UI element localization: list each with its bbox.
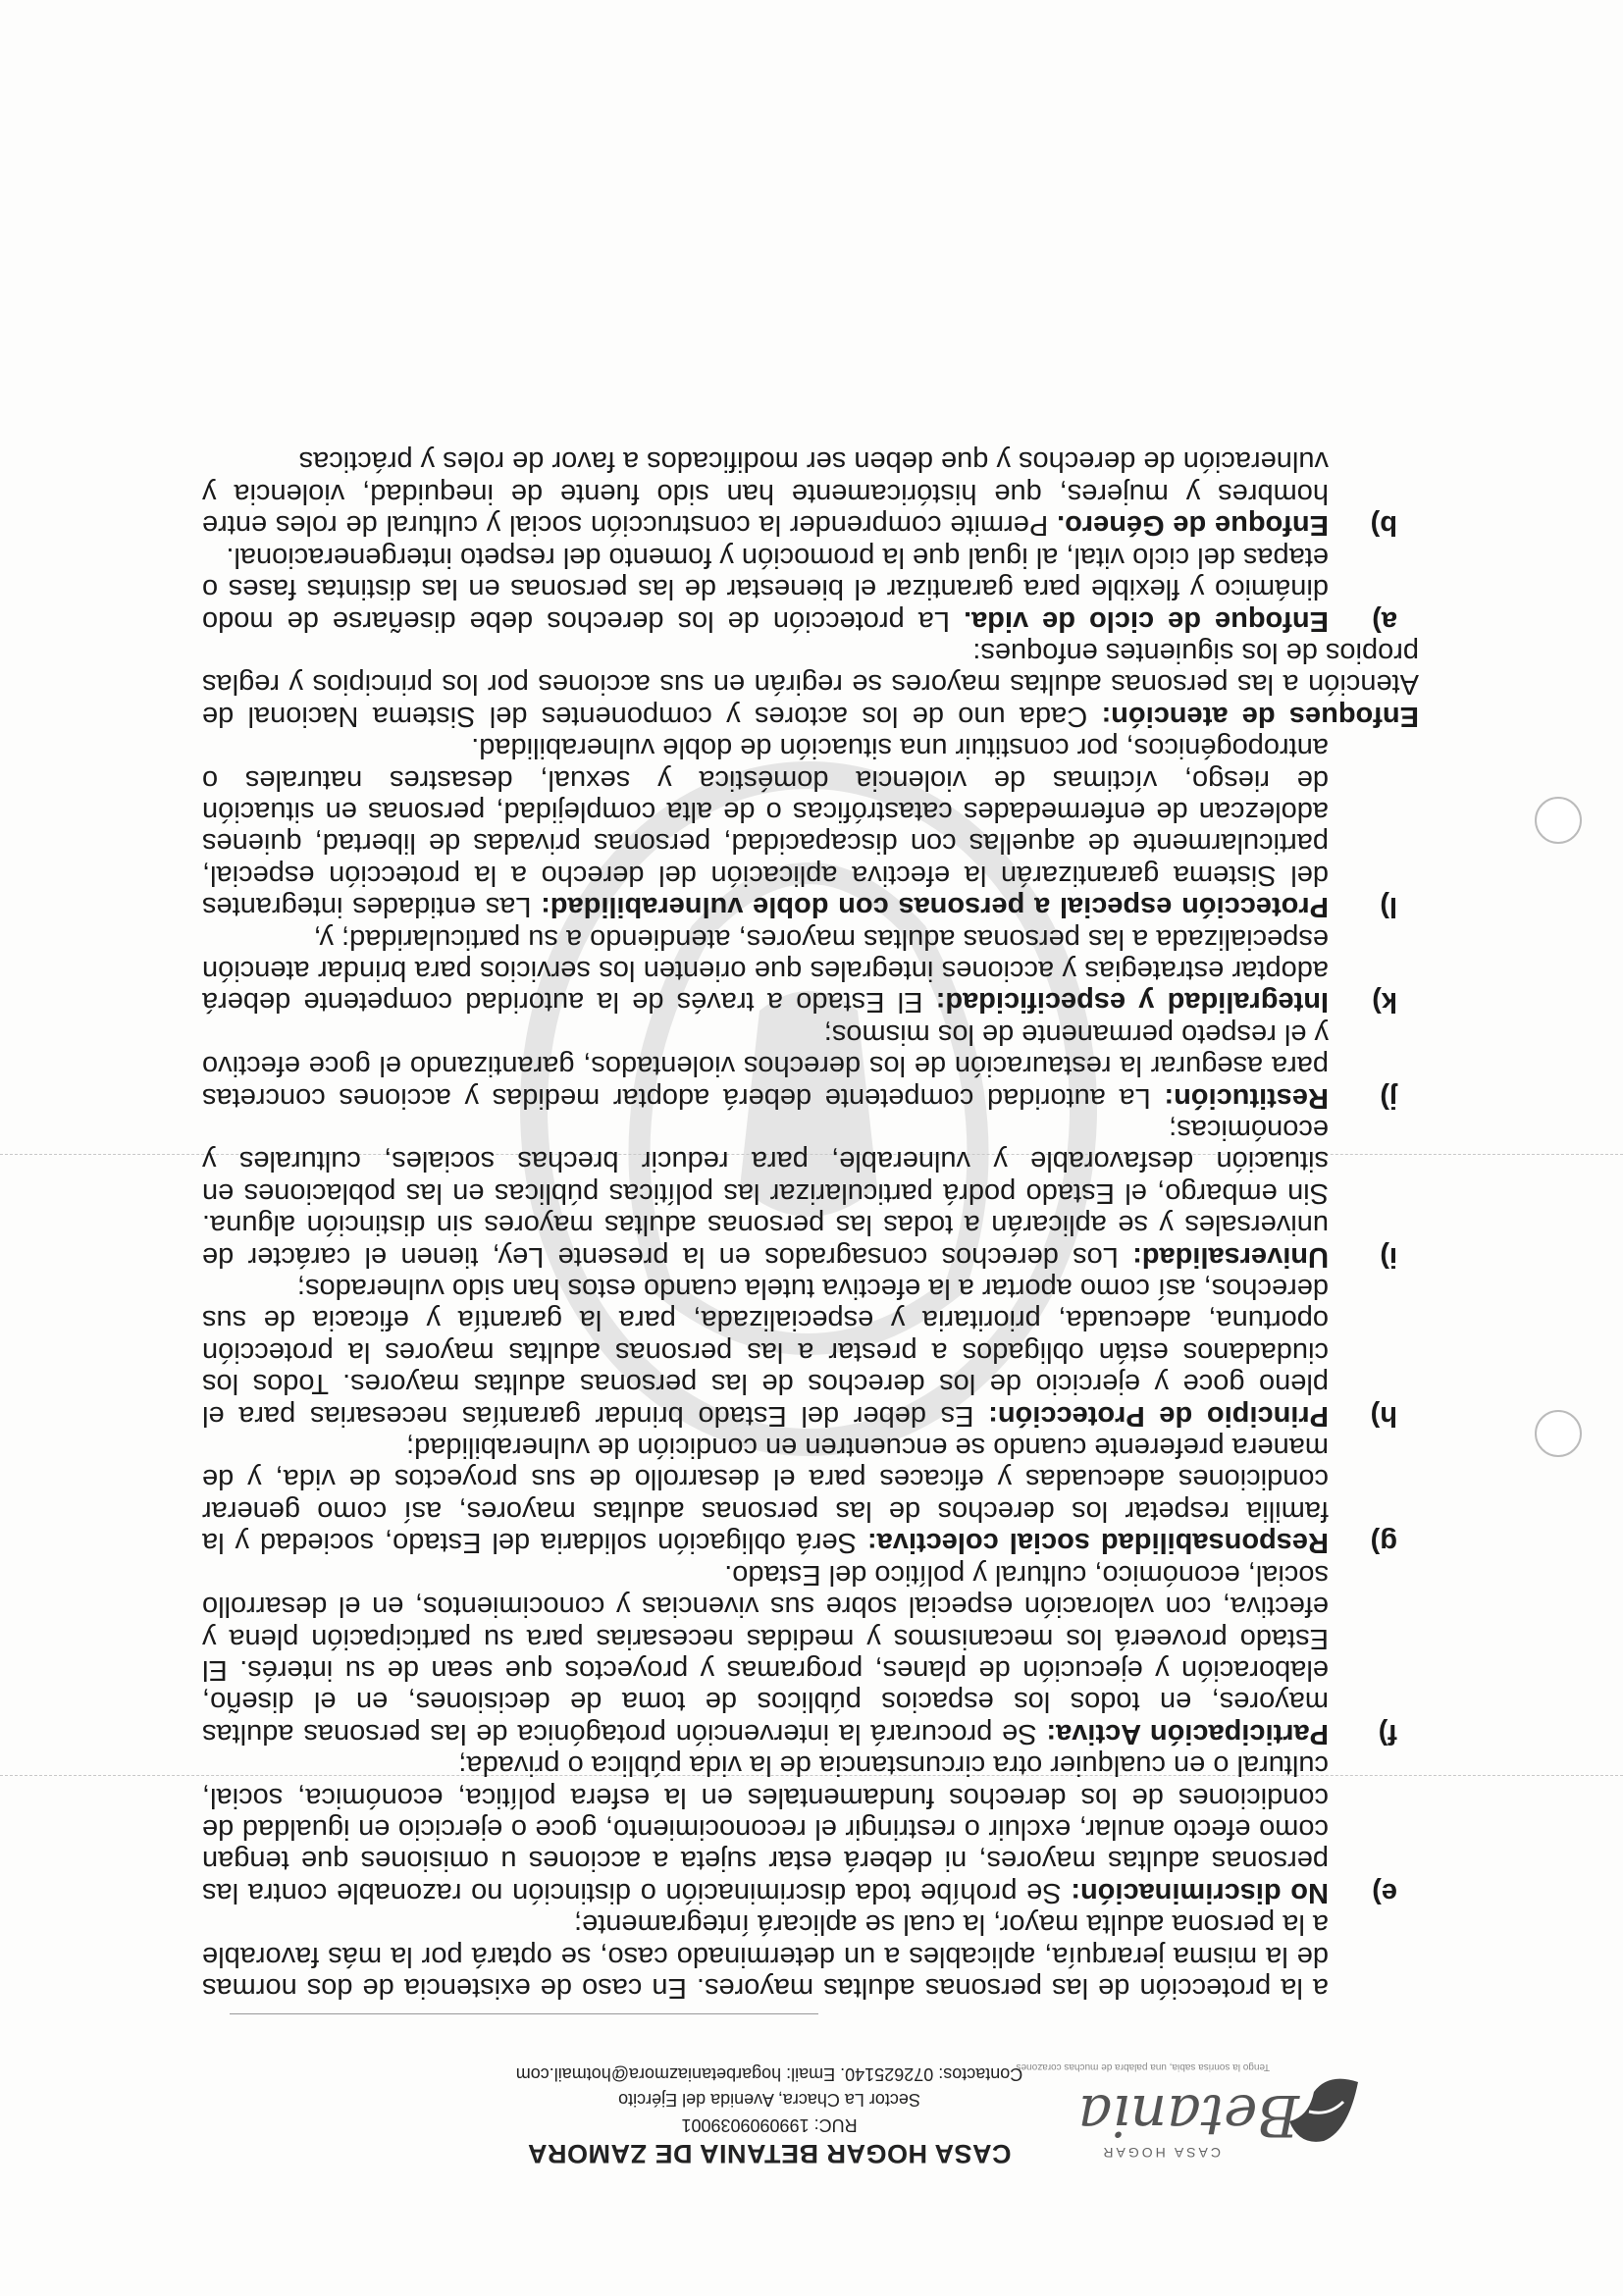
organization-block [455, 2061, 1083, 2176]
enfoques-paragraph [202, 637, 1419, 732]
item-title: No discriminación: [1071, 1876, 1329, 1908]
item-text: La protección de los derechos debe diseñarse de modo dinámico y flexible para garantizar el bienestar de las personas en las distintas fases o etapas del ciclo vital, al igual que la promoción y fomento del respeto intergeneracional. [202, 541, 1329, 637]
principle-item-l [202, 732, 1419, 922]
enfoque-item-b [202, 445, 1419, 541]
item-letter: b) [1370, 509, 1397, 542]
item-title: Responsabilidad social colectiva: [866, 1527, 1329, 1559]
item-text: La autoridad competente deberá adoptar medidas y acciones concretas para asegurar la restauración de los derechos violentados, garantizando el goce efectivo y el respeto permanente de los mismos; [202, 1018, 1329, 1114]
item-title: Restitución: [1164, 1081, 1329, 1114]
organization-contacts: Contactos: 072625140. Email: hogarbetaniazmora@hotmail.com [515, 2064, 1023, 2084]
item-letter: g) [1370, 1527, 1397, 1559]
item-text: Las entidades integrantes del Sistema garantizarán la efectiva aplicación del derecho a la protección especial, particularmente de aquellas con discapacidad, personas privadas de libertad, quienes adolezcan de enfermedades catastróficas o de alta complejidad, personas en situación de riesgo, víctimas de violencia doméstica y sexual, desastres naturales o antropogénicos, por constituir una situación de doble vulnerabilidad. [202, 732, 1329, 923]
logo-casa-text: CASA HOGAR [1100, 2145, 1221, 2161]
item-title: Enfoque de Género. [1057, 509, 1329, 542]
item-letter: f) [1378, 1717, 1397, 1749]
item-letter: i) [1380, 1240, 1397, 1273]
principle-item-g [202, 1432, 1419, 1559]
organization-logo [1016, 2053, 1368, 2170]
item-title: Integralidad y especificidad: [935, 986, 1329, 1018]
logo-tagline: Tengo la sonrisa sabia, una palabra de muchas corazones [1016, 2061, 1270, 2072]
item-text: Los derechos consagrados en la presente Ley, tienen el carácter de universales y se aplicarán a todas las personas adultas mayores sin distinción alguna. Sin embargo, el Estado podrá particularizar las políticas públicas en las poblaciones en situación desfavorable y vulnerable, para reducir brechas sociales, culturales y económicas; [202, 1114, 1329, 1273]
item-letter: h) [1370, 1399, 1397, 1432]
item-letter: j) [1380, 1081, 1397, 1114]
intro-paragraph [202, 1908, 1419, 2004]
item-title: Universalidad: [1132, 1240, 1329, 1273]
enfoque-item-a [202, 541, 1419, 636]
organization-name: CASA HOGAR BETANIA DE ZAMORA [527, 2139, 1012, 2168]
letterhead [210, 2009, 1368, 2176]
item-title: Principio de Protección: [988, 1399, 1329, 1432]
item-text: El Estado a través de la autoridad competente deberá adoptar estrategias y acciones integrales que orienten los servicios para brindar atención especializada a las personas adultas mayores, atendiendo a su particularidad; y, [202, 922, 1329, 1018]
punch-hole [1535, 797, 1582, 844]
organization-address: Sector La Chacra, Avenida del Ejército [618, 2090, 920, 2110]
organization-ruc: RUC: 1990909039001 [681, 2115, 858, 2135]
principle-item-k [202, 922, 1419, 1018]
item-title: Protección especial a personas con doble vulnerabilidad: [541, 891, 1329, 923]
intro-text: a la protección de las personas adultas mayores. En caso de existencia de dos normas de la misma jerarquía, aplicables a un determinado caso, se optará por la más favorable a la persona adulta mayor, la cual se aplicará íntegramente; [202, 1908, 1329, 2004]
header-divider [230, 2013, 818, 2014]
item-text: Se procurará la intervención protagónica de las personas adultas mayores, en todos los espacios públicos de toma de decisiones, en el diseño, elaboración y ejecución de planes, programas y proyectos que sean de su interés. El Estado proveerá los mecanismos y medidas necesarias para su participación plena y efectiva, con valoración especial sobre sus vivencias y conocimientos, en el desarrollo social, económico, cultural y político del Estado. [201, 1558, 1329, 1749]
principle-item-f [202, 1558, 1419, 1748]
item-title: Participación Activa: [1046, 1717, 1329, 1749]
item-title: Enfoque de ciclo de vida. [964, 604, 1329, 637]
enfoques-text: Cada uno de los actores y componentes del Sistema Nacional de Atención a las personas adultas mayores se regirán en sus acciones por los principios y reglas propios de los siguientes enfoques: [202, 636, 1419, 732]
principle-item-h [202, 1273, 1419, 1432]
item-text: Permite comprender la construcción social y cultural de roles entre hombres y mujeres, que históricamente han sido fuente de inequidad, violencia y vulneración de derechos y que deben ser modificados a favor de roles y prácticas [201, 445, 1329, 542]
document-body [202, 445, 1419, 2004]
principle-item-e [202, 1749, 1419, 1908]
principle-item-j [202, 1018, 1419, 1113]
item-text: Será obligación solidaria del Estado, sociedad y la familia respetar los derechos de las personas adultas mayores, así como generar condiciones adecuadas y eficaces para el desarrollo de sus proyectos de vida, y de manera preferente cuando se encuentren en condición de vulnerabilidad; [201, 1432, 1329, 1559]
item-letter: k) [1372, 986, 1397, 1018]
item-letter: l) [1380, 891, 1397, 923]
item-letter: e) [1372, 1876, 1397, 1908]
principle-item-i [202, 1114, 1419, 1273]
item-letter: a) [1372, 604, 1397, 637]
logo-script-text: Betania [1077, 2082, 1299, 2149]
item-text: Es deber del Estado brindar garantías necesarias para el pleno goce y ejercicio de los derechos de las personas adultas mayores. Todos los ciudadanos están obligados a prestar a las personas adultas mayores la protección oportuna, adecuada, prioritaria y especializada, para la garantía y eficacia de sus derechos, así como aportar a la efectiva tutela cuando estos han sido vulnerados; [202, 1273, 1329, 1432]
item-text: Se prohíbe toda discriminación o distinción no razonable contra las personas adultas mayores, ni deberá estar sujeta a acciones u omisiones que tengan como efecto anular, excluir o restringir el reconocimiento, goce o ejercicio en igualdad de condiciones de los derechos fundamentales en la esfera política, económica, social, cultural o en cualquier otra circunstancia de la vida pública o privada; [202, 1749, 1329, 1908]
punch-hole [1535, 1410, 1582, 1457]
enfoques-title: Enfoques de atención: [1101, 700, 1419, 732]
